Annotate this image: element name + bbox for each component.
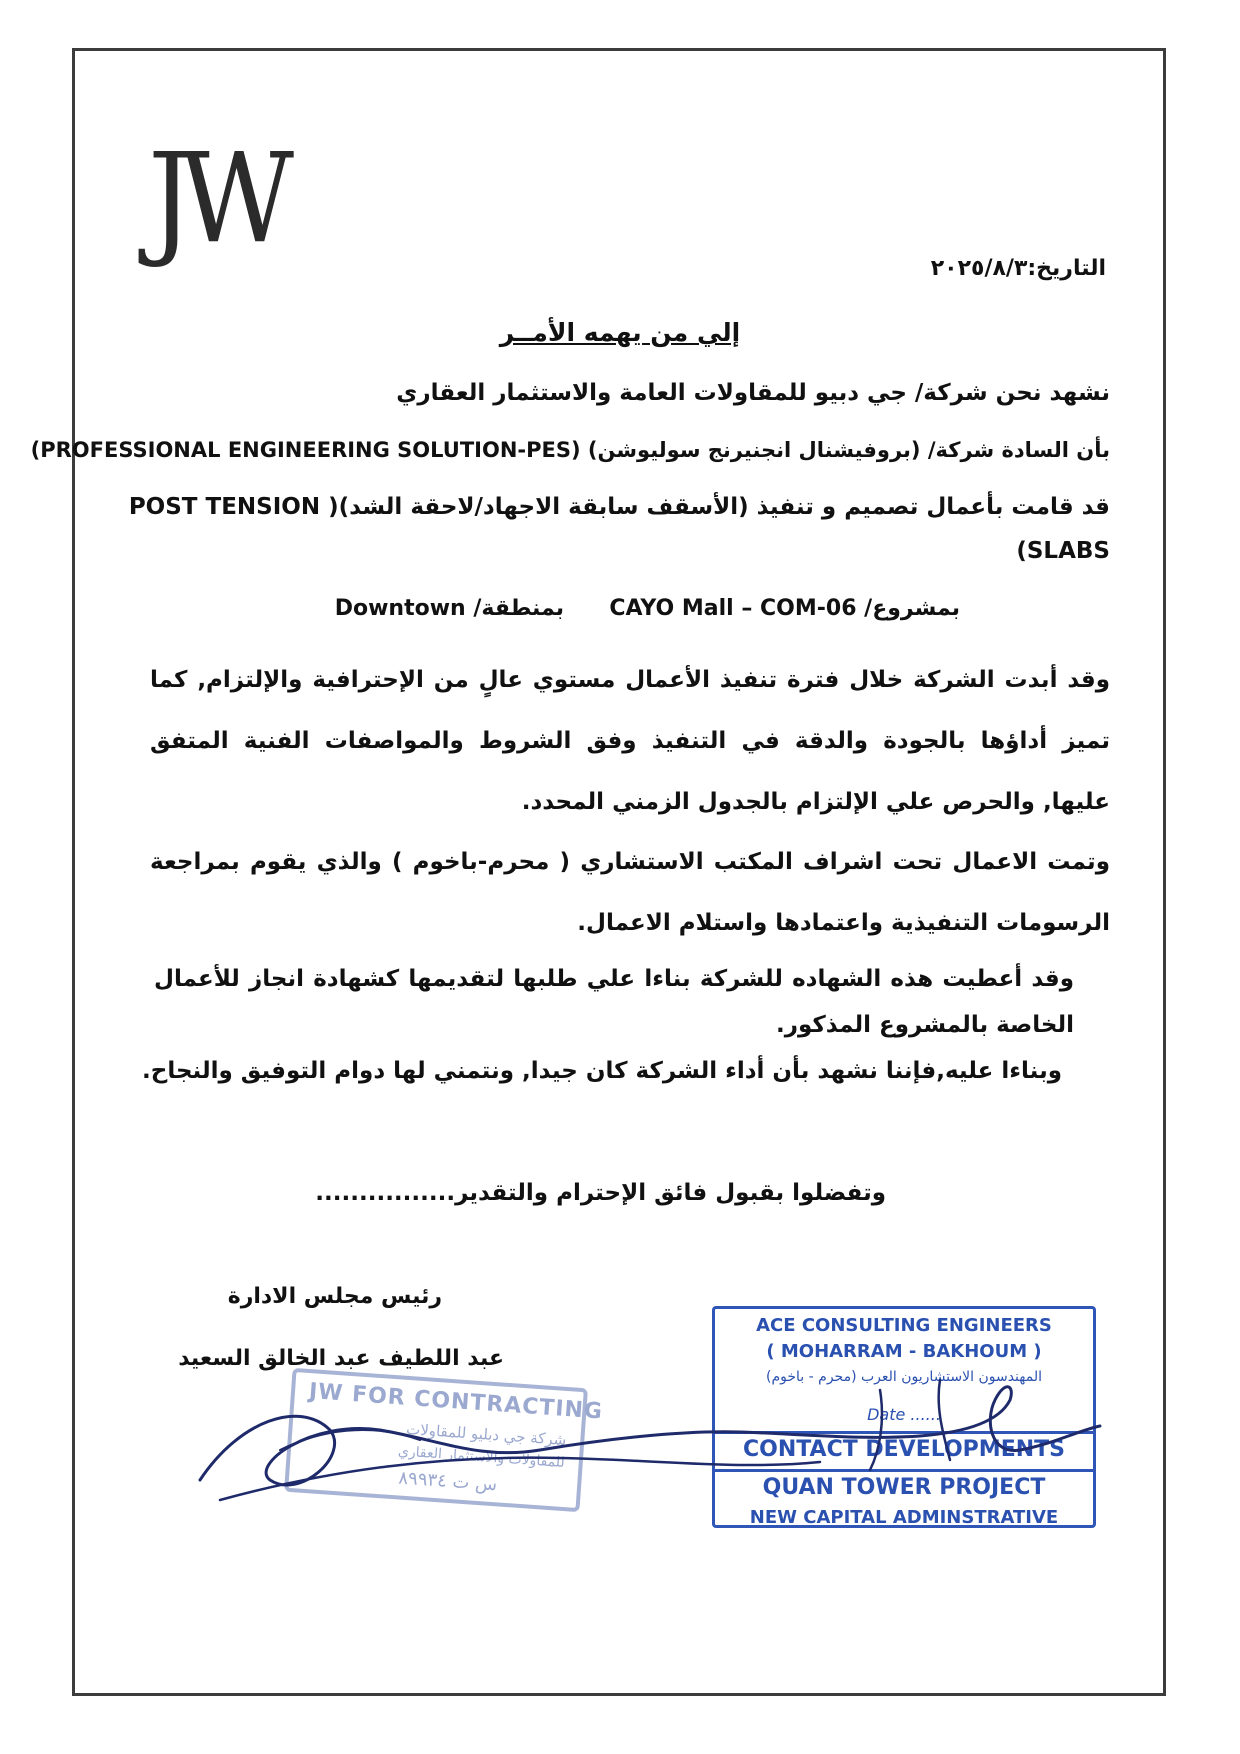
body-line-2: بأن السادة شركة/ (بروفيشنال انجنيرنج سوليوشن) (PROFESSIONAL ENGINEERING SOLUTION-PES): [30, 438, 1110, 462]
stamp-jw-line-1: JW FOR CONTRACTING: [308, 1379, 604, 1425]
stamp-ace-line-2: ( MOHARRAM - BAKHOUM ): [766, 1341, 1042, 1362]
signatory-title: رئيس مجلس الادارة: [227, 1284, 442, 1309]
letter-subject: إلي من يهمه الأمــر: [499, 318, 741, 347]
paragraph-2: وتمت الاعمال تحت اشراف المكتب الاستشاري ( محرم-باخوم ) والذي يقوم بمراجعة الرسومات التنفيذية واعتمادها واستلام الاعمال.: [150, 849, 1110, 936]
stamp-jw-line-3: للمقاولات والاستثمار العقاري: [397, 1443, 566, 1472]
body-line-1: نشهد نحن شركة/ جي دبيو للمقاولات العامة والاستثمار العقاري: [396, 380, 1110, 406]
letter-date: التاريخ:٢٠٢٥/٨/٣: [930, 256, 1106, 281]
stamp-ace-line-5: CONTACT DEVELOPMENTS: [743, 1437, 1065, 1462]
stamp-ace-line-6: QUAN TOWER PROJECT: [762, 1475, 1046, 1500]
stamp-ace-line-7: NEW CAPITAL ADMINSTRATIVE: [749, 1507, 1059, 1528]
company-stamp: [284, 1368, 604, 1512]
paragraph-4: وبناءا عليه,فإننا نشهد بأن أداء الشركة كان جيدا, ونتمني لها دوام التوفيق والنجاح.: [142, 1058, 1062, 1084]
stamp-jw-line-4: س ت ٨٩٩٣٤: [397, 1467, 498, 1496]
signatory-name: عبد اللطيف عبد الخالق السعيد: [178, 1346, 504, 1371]
stamp-ace-line-4: Date ......: [867, 1405, 941, 1424]
paragraph-3: وقد أعطيت هذه الشهاده للشركة بناءا علي طلبها لتقديمها كشهادة انجاز للأعمال الخاصة بالمشروع المذكور.: [154, 966, 1074, 1038]
stamp-jw-line-2: شركة جي دبليو للمقاولات: [405, 1419, 567, 1450]
project-label: بمشروع/ CAYO Mall – COM-06: [609, 596, 960, 621]
stamp-ace-line-3: المهندسون الاستشاريون العرب (محرم - باخوم): [766, 1369, 1042, 1385]
closing-line: وتفضلوا بقبول فائق الإحترام والتقدير................: [315, 1180, 886, 1206]
stamp-ace-line-1: ACE CONSULTING ENGINEERS: [756, 1315, 1052, 1336]
stamp-divider: [715, 1431, 1093, 1434]
consultant-stamp: [712, 1306, 1096, 1528]
paragraph-1: وقد أبدت الشركة خلال فترة تنفيذ الأعمال مستوي عالٍ من الإحترافية والإلتزام, كما تميز أداؤها بالجودة والدقة في التنفيذ وفق الشروط والمواصفات الفنية المتفق عليها, والحرص علي الإلتزام بالجدول الزمني المحدد.: [150, 667, 1110, 815]
body-line-3: قد قامت بأعمال تصميم و تنفيذ (الأسقف سابقة الاجهاد/لاحقة الشد)( POST TENSION: [128, 494, 1110, 520]
area-label: بمنطقة/ Downtown: [334, 596, 564, 621]
company-logo: JW: [148, 128, 281, 271]
stamp-divider: [715, 1469, 1093, 1472]
body-line-4: (SLABS: [1016, 538, 1110, 564]
